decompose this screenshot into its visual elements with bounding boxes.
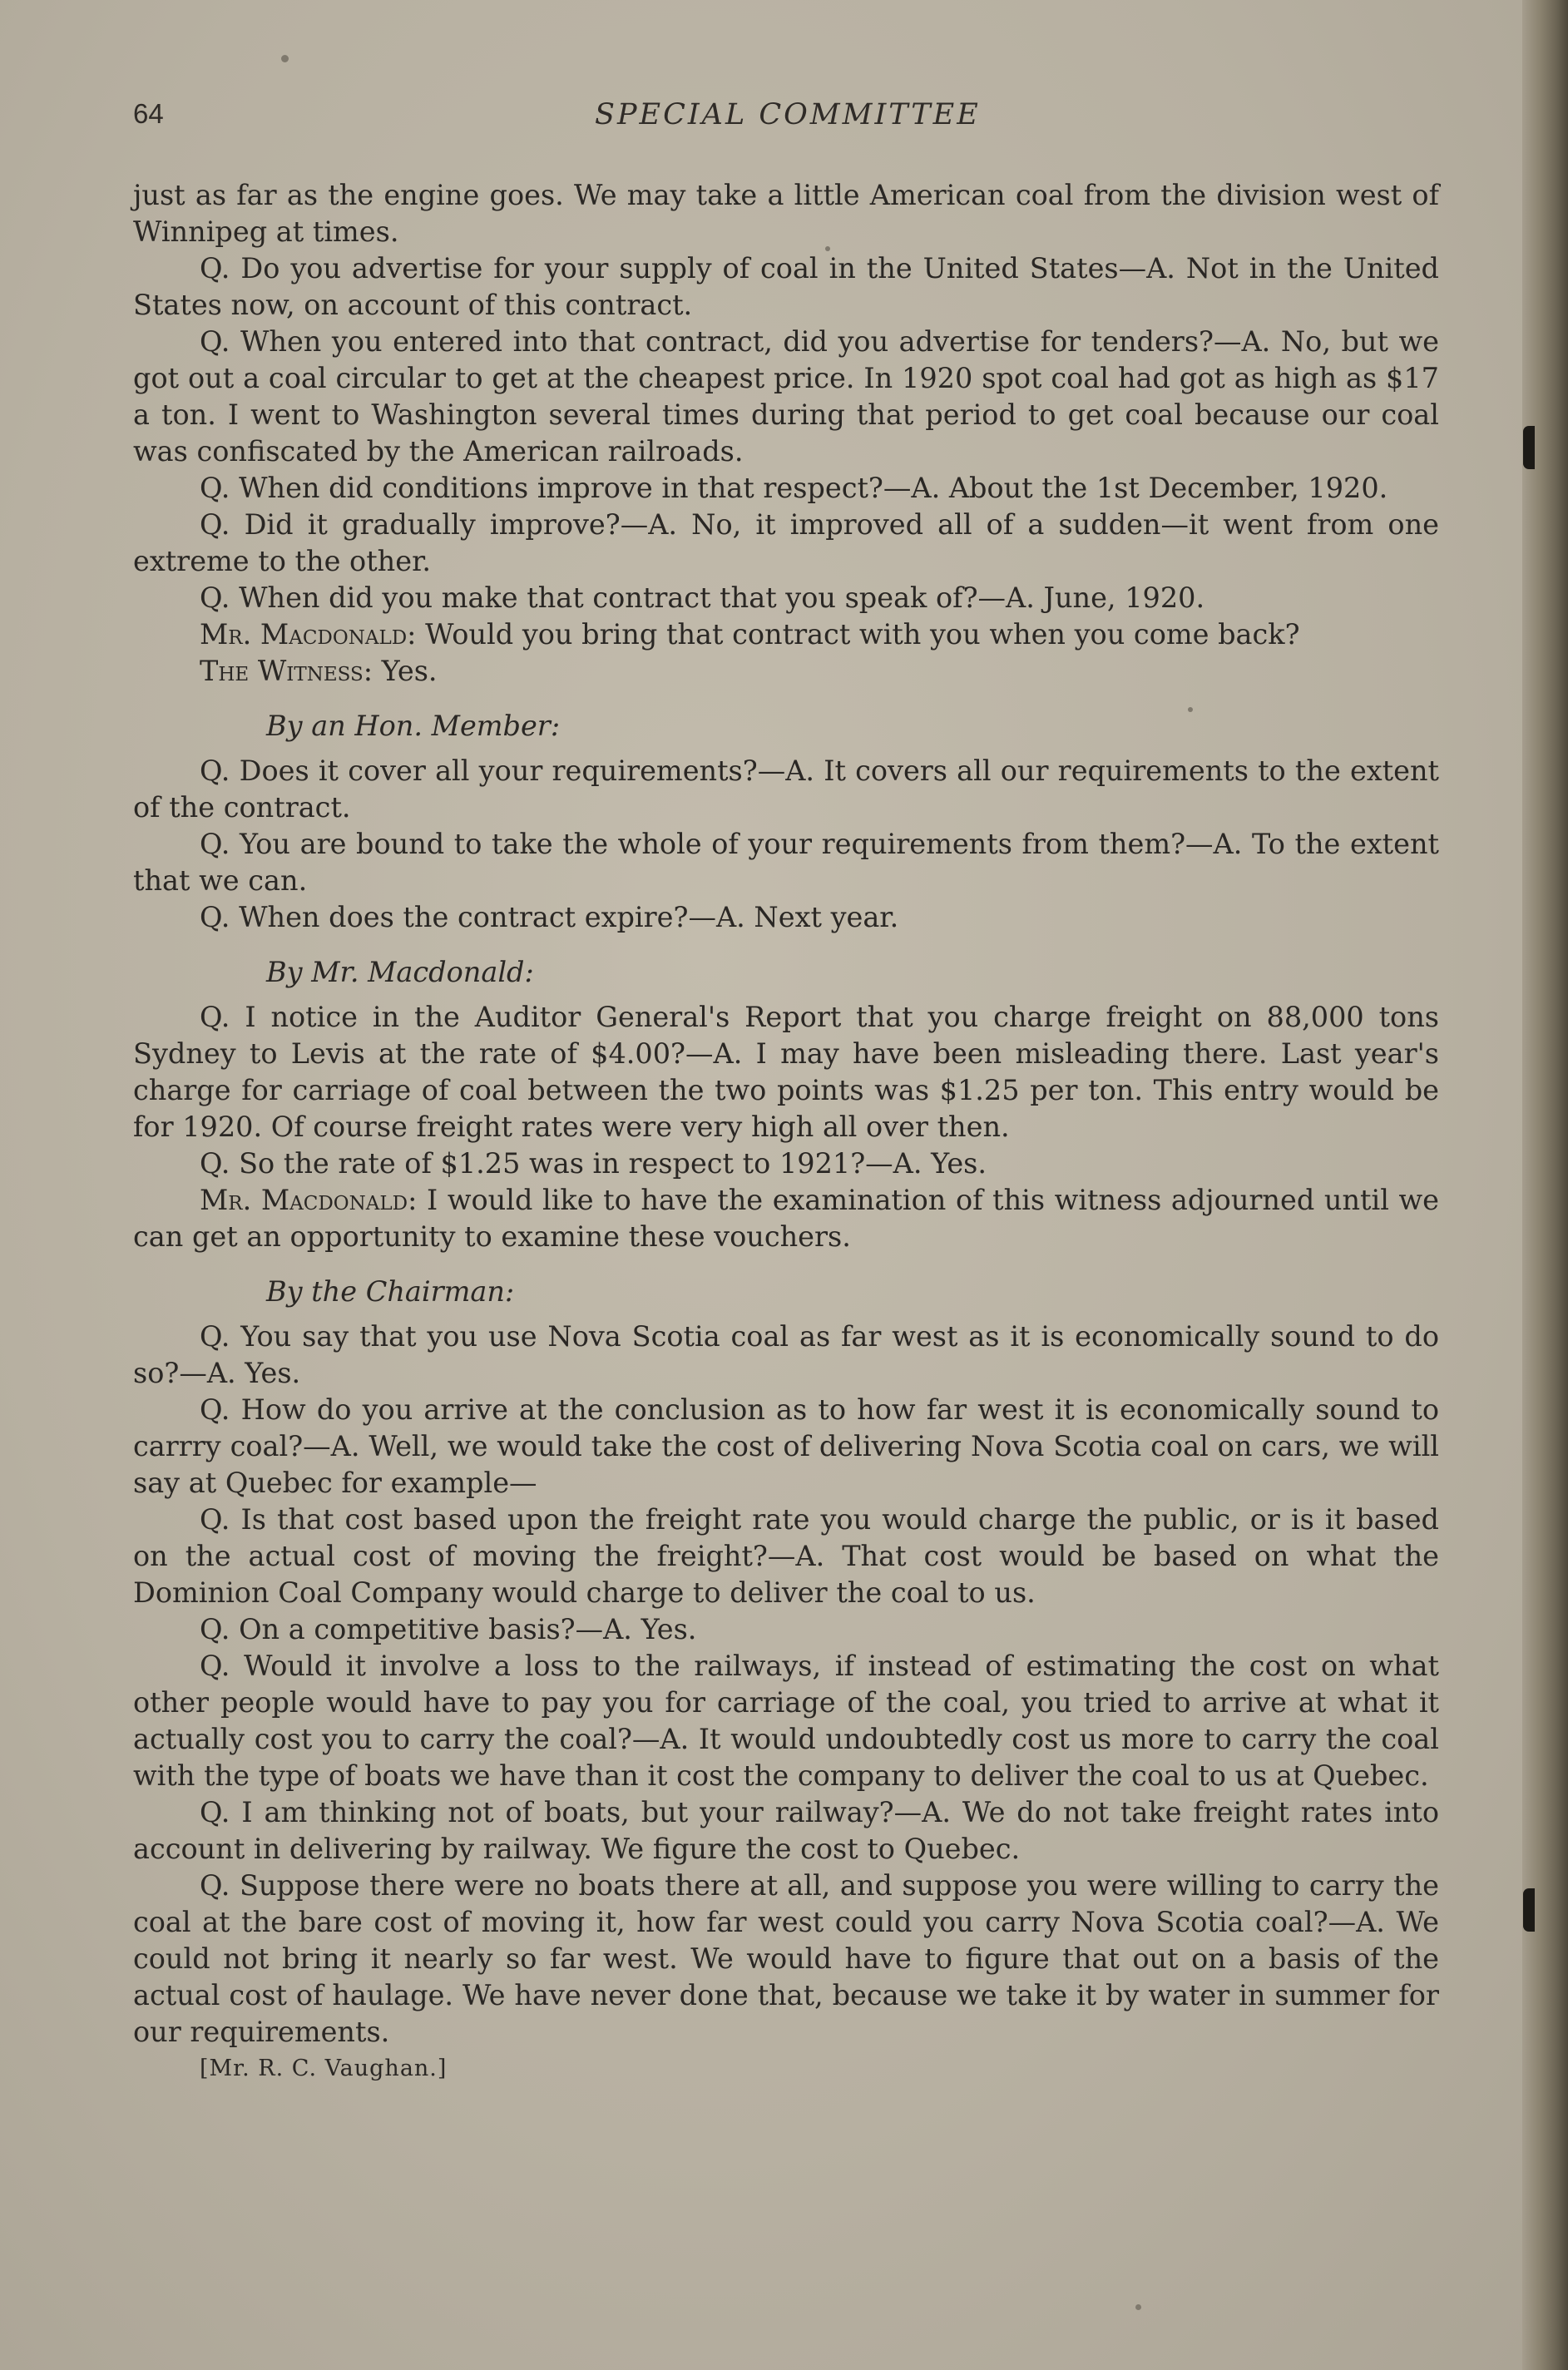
paragraph: Q. Would it involve a loss to the railways, if instead of estimating the cost on what other people would have to pay you for carriage of the coal, you tried to arrive at what it actually cost you to carry the coal?—A. It would undoubtedly cost us more to carry the coal with the type of boats we have than it cost the company to deliver the coal to us at Quebec. [133,1650,1439,1792]
paragraph: Q. Does it cover all your requirements?—A. It covers all our requirements to the extent of the contract. [133,755,1439,824]
paragraph: Q. Suppose there were no boats there at all, and suppose you were willing to carry the coal at the bare cost of moving it, how far west could you carry Nova Scotia coal?—A. We could not bring it nearly so far west. We would have to figure that out on a basis of the actual cost of haulage. We have never done that, because we take it by water in summer for our requirements. [133,1869,1439,2048]
page-header [133,98,1439,140]
page-number: 64 [133,98,164,129]
paragraph: Q. I am thinking not of boats, but your railway?—A. We do not take freight rates into account in delivering by railway. We figure the cost to Quebec. [133,1796,1439,1865]
paper-speck [1135,2304,1141,2310]
paragraph: just as far as the engine goes. We may take a little American coal from the division west of Winnipeg at times. [133,179,1439,248]
speaker-line [133,1182,1439,1255]
speaker-name: Mr. Macdonald [200,1184,408,1216]
speaker-text: : Yes. [363,655,438,687]
paragraph: Q. You are bound to take the whole of your requirements from them?—A. To the extent that we can. [133,828,1439,897]
speaker-name: Mr. Macdonald [200,618,408,651]
testimony-text [133,177,1439,2108]
speaker-text: : Would you bring that contract with you when you come back? [407,618,1300,651]
binding-mark [1523,1888,1535,1932]
witness-note: [Mr. R. C. Vaughan.] [200,2056,448,2081]
section-heading: By an Hon. Member: [266,710,561,742]
speaker-text: : I would like to have the examination of this witness adjourned until we can get an opportunity to examine these vouchers. [133,1184,1440,1253]
speaker-name: The Witness [200,655,364,687]
paper-speck [281,55,289,62]
paragraph: Q. When did conditions improve in that respect?—A. About the 1st December, 1920. [200,472,1388,504]
paragraph: Q. Did it gradually improve?—A. No, it improved all of a sudden—it went from one extreme to the other. [133,508,1439,577]
binding-mark [1523,426,1535,469]
speaker-line [133,653,1439,690]
paragraph: Q. When does the contract expire?—A. Next year. [200,901,899,933]
paragraph: Q. On a competitive basis?—A. Yes. [200,1613,697,1645]
speaker-line [133,616,1439,653]
paragraph: Q. So the rate of $1.25 was in respect to 1921?—A. Yes. [200,1147,987,1180]
section-heading: By the Chairman: [266,1275,515,1308]
paragraph: Q. Is that cost based upon the freight rate you would charge the public, or is it based on the actual cost of moving the freight?—A. That cost would be based on what the Dominion Coal Company would charge to deliver the coal to us. [133,1503,1439,1609]
paragraph: Q. You say that you use Nova Scotia coal as far west as it is economically sound to do so?—A. Yes. [133,1320,1439,1389]
paragraph: Q. Do you advertise for your supply of coal in the United States—A. Not in the United States now, on account of this contract. [133,252,1439,321]
paragraph: Q. How do you arrive at the conclusion as to how far west it is economically sound to carrry coal?—A. Well, we would take the cost of delivering Nova Scotia coal on cars, we will say at Quebec for example— [133,1393,1439,1499]
paragraph: Q. I notice in the Auditor General's Report that you charge freight on 88,000 tons Sydney to Levis at the rate of $4.00?—A. I may have been misleading there. Last year's charge for carriage of coal between the two points was $1.25 per ton. This entry would be for 1920. Of course freight rates were very high all over then. [133,1001,1439,1143]
paragraph: Q. When you entered into that contract, did you advertise for tenders?—A. No, but we got out a coal circular to get at the cheapest price. In 1920 spot coal had got as high as $17 a ton. I went to Washington several times during that period to get coal because our coal was confiscated by the American railroads. [133,325,1439,468]
section-heading: By Mr. Macdonald: [266,956,534,988]
running-head: SPECIAL COMMITTEE [595,98,981,131]
paragraph: Q. When did you make that contract that you speak of?—A. June, 1920. [200,581,1205,614]
book-spine-shadow [1522,0,1568,2370]
